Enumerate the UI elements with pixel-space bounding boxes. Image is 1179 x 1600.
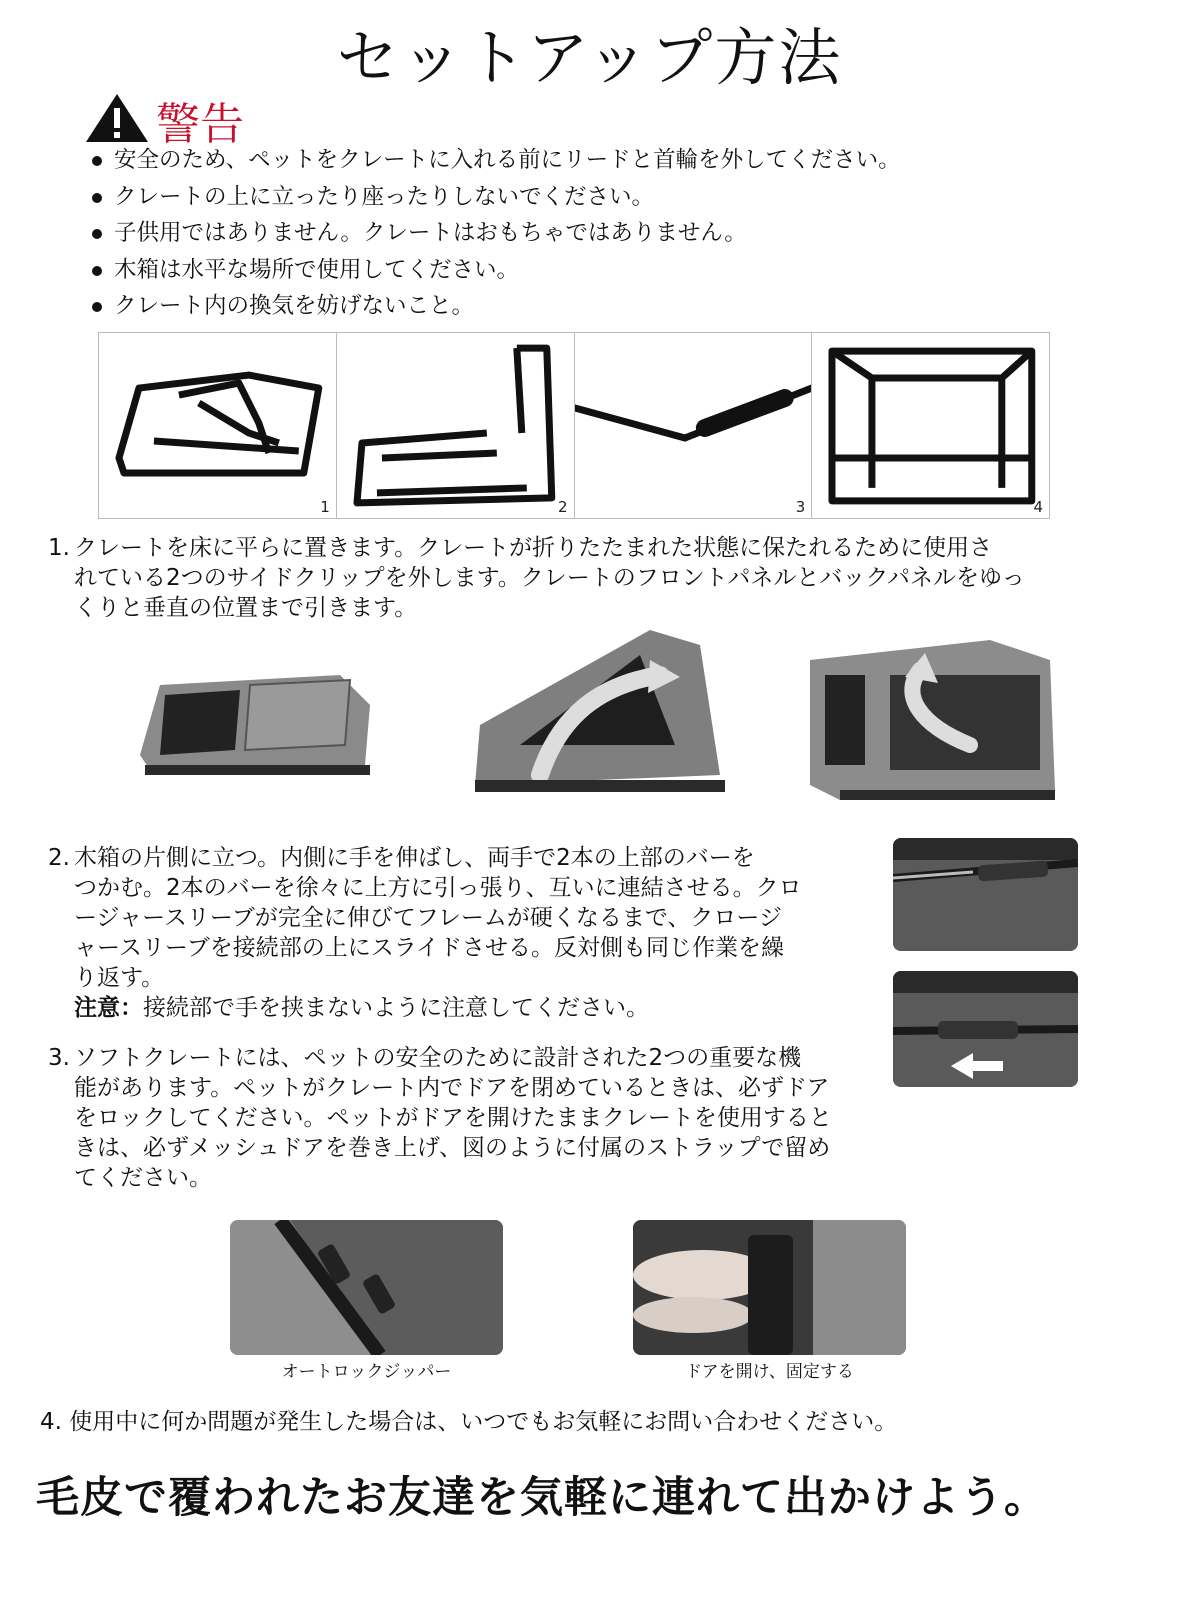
step-text-line: ソフトクレートには、ペットの安全のために設計された2つの重要な機 xyxy=(74,1045,802,1071)
step-number: 2. xyxy=(48,845,70,871)
step-number: 1. xyxy=(48,535,70,561)
step-text-line: ージャースリーブが完全に伸びてフレームが硬くなるまで、クロージ xyxy=(74,905,782,931)
open-crate-photo xyxy=(810,640,1055,800)
sleeve-slide-photo xyxy=(893,971,1078,1087)
footer-slogan: 毛皮で覆われたお友達を気軽に連れて出かけよう。 xyxy=(36,1473,1048,1523)
step-2 xyxy=(48,843,878,1023)
step-text-line: きは、必ずメッシュドアを巻き上げ、図のように付属のストラップで留め xyxy=(74,1135,831,1161)
warning-item: 子供用ではありません。クレートはおもちゃではありません。 xyxy=(92,217,901,254)
zipper-photo xyxy=(230,1220,503,1355)
step-number: 3. xyxy=(48,1045,70,1071)
warning-item: クレート内の換気を妨げないこと。 xyxy=(92,290,901,327)
step-text-line: つかむ。2本のバーを徐々に上方に引っ張り、互いに連結させる。クロ xyxy=(74,875,802,901)
step-text-line: をロックしてください。ペットがドアを開けたままクレートを使用すると xyxy=(74,1105,832,1131)
step-text-line: クレートを床に平らに置きます。クレートが折りたたまれた状態に保たれるために使用さ xyxy=(74,535,993,561)
half-open-frame-illustration xyxy=(337,333,574,518)
warning-list xyxy=(92,144,901,327)
bar-connection-illustration xyxy=(575,333,812,518)
step-note xyxy=(48,993,878,1023)
step-4: 4. 使用中に何か問題が発生した場合は、いつでもお気軽にお問い合わせください。 xyxy=(40,1409,898,1435)
frame-step-number: 4 xyxy=(1033,498,1043,516)
warning-triangle-icon xyxy=(84,92,150,144)
warning-item: 安全のため、ペットをクレートに入れる前にリードと首輪を外してください。 xyxy=(92,144,901,181)
step-text-line: り返す。 xyxy=(74,965,165,991)
folded-crate-photo xyxy=(140,675,370,775)
frame-step-number: 1 xyxy=(320,498,330,516)
door-caption: ドアを開け、固定する xyxy=(685,1362,854,1382)
warning-item: 木箱は水平な場所で使用してください。 xyxy=(92,254,901,291)
step-text-line: くりと垂直の位置まで引きます。 xyxy=(74,595,418,621)
frame-step-1 xyxy=(99,333,337,518)
page-title: セットアップ方法 xyxy=(336,21,843,94)
frame-step-number: 3 xyxy=(795,498,806,516)
frame-step-3 xyxy=(575,333,813,518)
step-text-line: れている2つのサイドクリップを外します。クレートのフロントパネルとバックパネルをゆっ xyxy=(74,565,1025,591)
step-3 xyxy=(48,1043,898,1193)
crate-unfolding-photos xyxy=(130,615,1080,810)
step-text-line: ャースリーブを接続部の上にスライドさせる。反対側も同じ作業を繰 xyxy=(74,935,785,961)
step-text-line: 木箱の片側に立つ。内側に手を伸ばし、両手で2本の上部のバーを xyxy=(74,845,755,871)
frame-assembly-strip xyxy=(98,332,1050,519)
note-label: 注意： xyxy=(74,995,143,1021)
step-text-line: 能があります。ペットがクレート内でドアを閉めているときは、必ずドア xyxy=(74,1075,830,1101)
step-text-line: てください。 xyxy=(74,1165,212,1191)
door-strap-photo xyxy=(633,1220,906,1355)
zipper-caption: オートロックジッパー xyxy=(281,1362,452,1382)
step-1 xyxy=(48,533,1118,623)
frame-step-number: 2 xyxy=(557,498,568,516)
half-open-crate-photo xyxy=(475,630,725,792)
warning-heading: 警告 xyxy=(156,99,244,150)
frame-step-4 xyxy=(812,333,1049,518)
note-text: 接続部で手を挟まないように注意してください。 xyxy=(143,995,649,1021)
frame-step-2 xyxy=(337,333,575,518)
sleeve-closed-photo xyxy=(893,838,1078,951)
folded-frame-illustration xyxy=(99,333,336,518)
warning-item: クレートの上に立ったり座ったりしないでください。 xyxy=(92,181,901,218)
assembled-frame-illustration xyxy=(812,333,1049,518)
